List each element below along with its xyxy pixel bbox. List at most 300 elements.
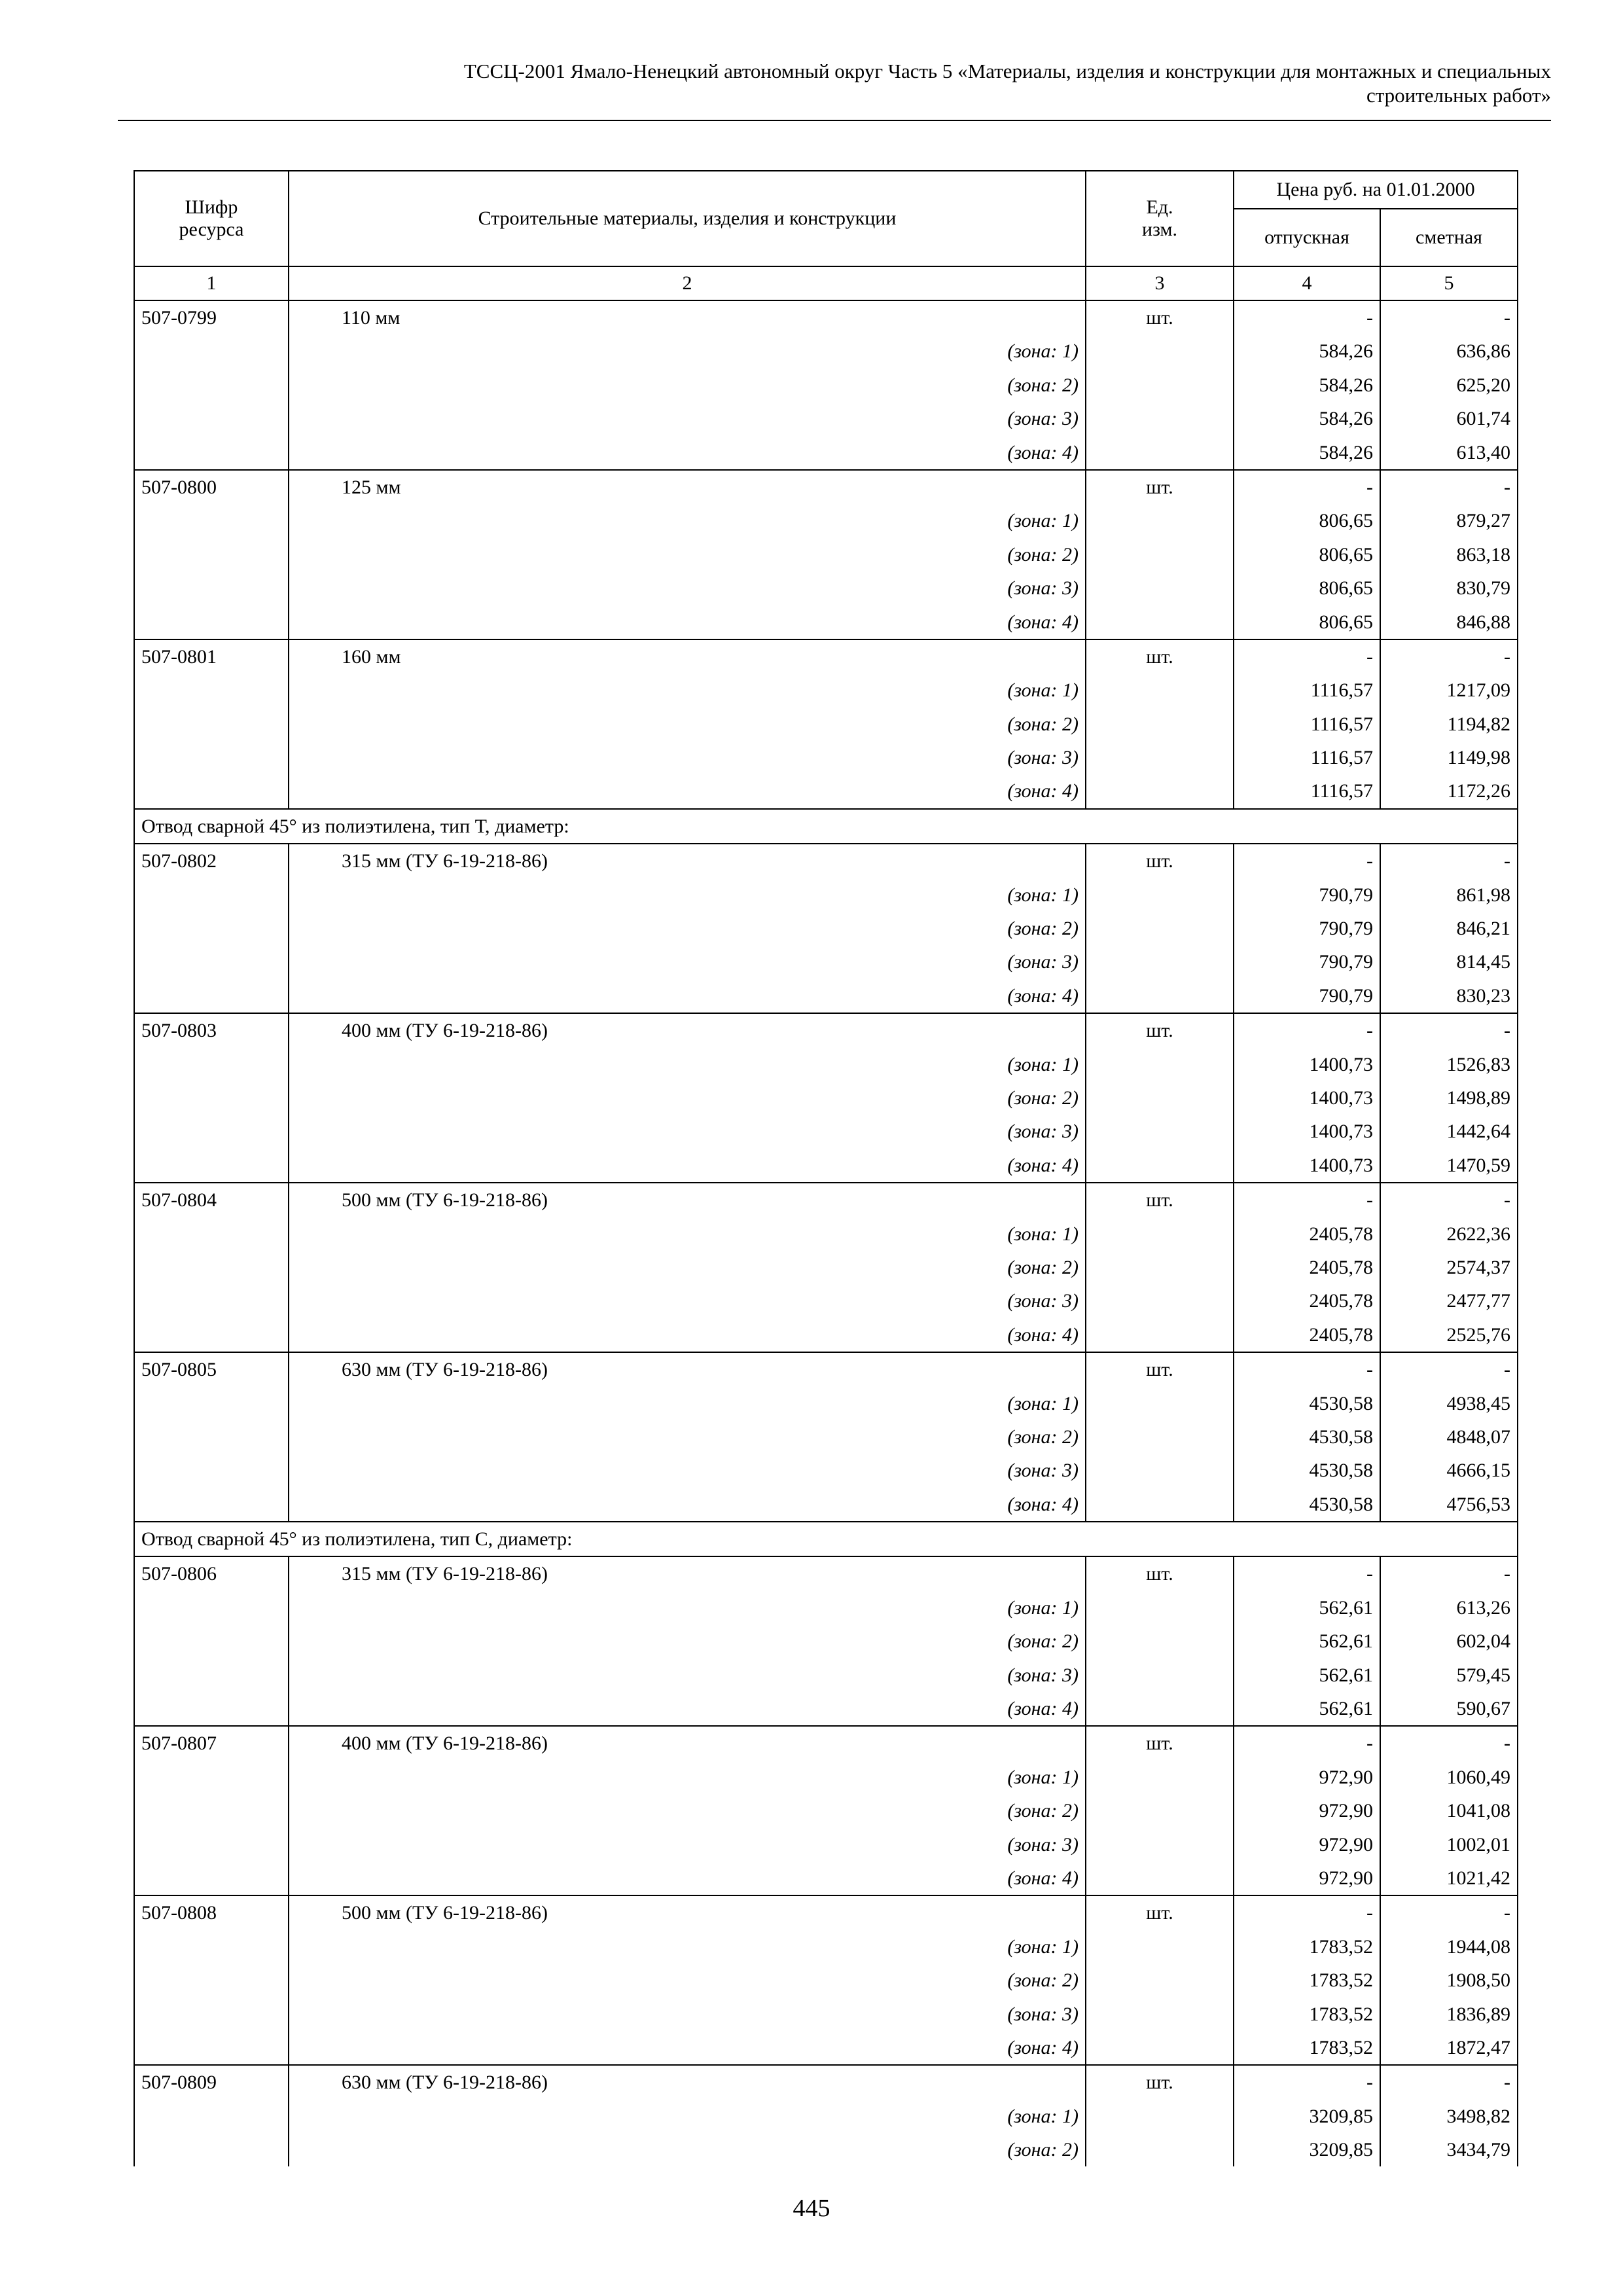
zone-label: (зона: 1) xyxy=(289,1930,1086,1964)
zone-label: (зона: 4) xyxy=(289,436,1086,470)
zone-label: (зона: 3) xyxy=(289,1284,1086,1318)
empty-cell xyxy=(1086,1115,1234,1148)
zone-row xyxy=(134,1217,1518,1251)
estimate-price: 879,27 xyxy=(1380,504,1518,537)
release-price: 3209,85 xyxy=(1234,2133,1380,2166)
empty-cell xyxy=(1086,2133,1234,2166)
estimate-price: 613,26 xyxy=(1380,1591,1518,1624)
empty-cell xyxy=(134,402,289,435)
zone-label: (зона: 2) xyxy=(289,1624,1086,1658)
empty-cell xyxy=(1086,979,1234,1013)
estimate-price: 601,74 xyxy=(1380,402,1518,435)
zone-label: (зона: 2) xyxy=(289,1794,1086,1827)
empty-cell xyxy=(134,673,289,707)
zone-label: (зона: 4) xyxy=(289,605,1086,639)
empty-cell xyxy=(1086,1149,1234,1183)
estimate-price: 4938,45 xyxy=(1380,1387,1518,1420)
release-price: - xyxy=(1234,300,1380,334)
table-row xyxy=(134,1895,1518,1929)
header-title-line2: строительных работ» xyxy=(1366,84,1551,107)
empty-cell xyxy=(134,2031,289,2065)
zone-label: (зона: 2) xyxy=(289,2133,1086,2166)
resource-code: 507-0799 xyxy=(134,300,289,334)
material-name: 160 мм xyxy=(289,639,1086,673)
estimate-price: 602,04 xyxy=(1380,1624,1518,1658)
column-number-row xyxy=(134,266,1518,300)
empty-cell xyxy=(134,1624,289,1658)
material-name: 125 мм xyxy=(289,470,1086,504)
zone-label: (зона: 4) xyxy=(289,2031,1086,2065)
empty-cell xyxy=(134,1964,289,1997)
empty-cell xyxy=(1086,2100,1234,2133)
release-price: 790,79 xyxy=(1234,878,1380,912)
zone-label: (зона: 4) xyxy=(289,979,1086,1013)
price-table xyxy=(134,170,1518,2166)
material-name: 500 мм (ТУ 6-19-218-86) xyxy=(289,1895,1086,1929)
release-price: 584,26 xyxy=(1234,368,1380,402)
release-price: 806,65 xyxy=(1234,571,1380,605)
empty-cell xyxy=(1086,1251,1234,1284)
zone-row xyxy=(134,878,1518,912)
estimate-price: 579,45 xyxy=(1380,1659,1518,1692)
zone-row xyxy=(134,1692,1518,1726)
zone-label: (зона: 1) xyxy=(289,334,1086,368)
resource-code: 507-0804 xyxy=(134,1183,289,1217)
estimate-price: - xyxy=(1380,1183,1518,1217)
empty-cell xyxy=(134,436,289,470)
resource-code: 507-0802 xyxy=(134,844,289,878)
estimate-price: 1442,64 xyxy=(1380,1115,1518,1148)
zone-label: (зона: 4) xyxy=(289,1692,1086,1726)
release-price: 972,90 xyxy=(1234,1794,1380,1827)
empty-cell xyxy=(1086,1454,1234,1487)
zone-label: (зона: 2) xyxy=(289,1420,1086,1454)
zone-row xyxy=(134,1251,1518,1284)
release-price: - xyxy=(1234,1895,1380,1929)
material-name: 630 мм (ТУ 6-19-218-86) xyxy=(289,1352,1086,1386)
release-price: 4530,58 xyxy=(1234,1420,1380,1454)
empty-cell xyxy=(1086,1048,1234,1081)
zone-label: (зона: 3) xyxy=(289,1998,1086,2031)
empty-cell xyxy=(134,1861,289,1895)
zone-label: (зона: 1) xyxy=(289,1387,1086,1420)
zone-label: (зона: 3) xyxy=(289,1115,1086,1148)
header-code-line1: Шифр xyxy=(185,196,238,218)
table-row xyxy=(134,639,1518,673)
table-row xyxy=(134,300,1518,334)
empty-cell xyxy=(134,571,289,605)
empty-cell xyxy=(134,1149,289,1183)
estimate-price: 1041,08 xyxy=(1380,1794,1518,1827)
release-price: 1783,52 xyxy=(1234,2031,1380,2065)
release-price: 972,90 xyxy=(1234,1861,1380,1895)
zone-row xyxy=(134,1115,1518,1148)
release-price: 806,65 xyxy=(1234,605,1380,639)
empty-cell xyxy=(1086,1624,1234,1658)
empty-cell xyxy=(1086,1318,1234,1352)
zone-row xyxy=(134,1930,1518,1964)
zone-row xyxy=(134,368,1518,402)
empty-cell xyxy=(134,1081,289,1115)
zone-row xyxy=(134,1794,1518,1827)
empty-cell xyxy=(1086,1998,1234,2031)
table-row xyxy=(134,1726,1518,1760)
empty-cell xyxy=(134,708,289,741)
empty-cell xyxy=(1086,368,1234,402)
unit-cell: шт. xyxy=(1086,470,1234,504)
zone-label: (зона: 3) xyxy=(289,1828,1086,1861)
empty-cell xyxy=(1086,1488,1234,1522)
table-body xyxy=(134,300,1518,2166)
header-title-line1: ТССЦ-2001 Ямало-Ненецкий автономный округ Часть 5 «Материалы, изделия и конструкции для монтажных и специальных xyxy=(463,60,1551,82)
empty-cell xyxy=(1086,1387,1234,1420)
zone-row xyxy=(134,334,1518,368)
header-name: Строительные материалы, изделия и конструкции xyxy=(289,171,1086,266)
zone-label: (зона: 3) xyxy=(289,571,1086,605)
release-price: 584,26 xyxy=(1234,402,1380,435)
zone-row xyxy=(134,945,1518,978)
group-heading-row xyxy=(134,809,1518,844)
header-release-price: отпускная xyxy=(1234,209,1380,266)
zone-row xyxy=(134,774,1518,808)
release-price: 790,79 xyxy=(1234,945,1380,978)
empty-cell xyxy=(1086,912,1234,945)
table-row xyxy=(134,1352,1518,1386)
header-unit-line1: Ед. xyxy=(1146,196,1173,218)
zone-label: (зона: 3) xyxy=(289,945,1086,978)
empty-cell xyxy=(134,912,289,945)
empty-cell xyxy=(134,1692,289,1726)
release-price: 562,61 xyxy=(1234,1659,1380,1692)
estimate-price: 1172,26 xyxy=(1380,774,1518,808)
empty-cell xyxy=(134,1659,289,1692)
unit-cell: шт. xyxy=(1086,844,1234,878)
estimate-price: 636,86 xyxy=(1380,334,1518,368)
release-price: 1400,73 xyxy=(1234,1048,1380,1081)
zone-row xyxy=(134,436,1518,470)
release-price: - xyxy=(1234,639,1380,673)
empty-cell xyxy=(134,1251,289,1284)
release-price: 4530,58 xyxy=(1234,1454,1380,1487)
release-price: 1116,57 xyxy=(1234,708,1380,741)
empty-cell xyxy=(1086,708,1234,741)
zone-label: (зона: 1) xyxy=(289,2100,1086,2133)
release-price: 1783,52 xyxy=(1234,1964,1380,1997)
empty-cell xyxy=(1086,774,1234,808)
zone-row xyxy=(134,2031,1518,2065)
empty-cell xyxy=(1086,1930,1234,1964)
resource-code: 507-0809 xyxy=(134,2065,289,2099)
estimate-price: - xyxy=(1380,1013,1518,1047)
empty-cell xyxy=(1086,605,1234,639)
unit-cell: шт. xyxy=(1086,1556,1234,1590)
empty-cell xyxy=(134,1591,289,1624)
release-price: 584,26 xyxy=(1234,334,1380,368)
zone-label: (зона: 4) xyxy=(289,774,1086,808)
zone-label: (зона: 2) xyxy=(289,708,1086,741)
empty-cell xyxy=(134,1284,289,1318)
group-title: Отвод сварной 45° из полиэтилена, тип С, диаметр: xyxy=(134,1522,1518,1556)
zone-row xyxy=(134,1420,1518,1454)
release-price: 1400,73 xyxy=(1234,1115,1380,1148)
estimate-price: 861,98 xyxy=(1380,878,1518,912)
empty-cell xyxy=(1086,1659,1234,1692)
material-name: 500 мм (ТУ 6-19-218-86) xyxy=(289,1183,1086,1217)
zone-label: (зона: 2) xyxy=(289,1081,1086,1115)
zone-row xyxy=(134,571,1518,605)
estimate-price: 2574,37 xyxy=(1380,1251,1518,1284)
estimate-price: 1060,49 xyxy=(1380,1761,1518,1794)
unit-cell: шт. xyxy=(1086,2065,1234,2099)
empty-cell xyxy=(1086,1828,1234,1861)
table-row xyxy=(134,1013,1518,1047)
empty-cell xyxy=(1086,1794,1234,1827)
release-price: 562,61 xyxy=(1234,1591,1380,1624)
material-name: 315 мм (ТУ 6-19-218-86) xyxy=(289,1556,1086,1590)
empty-cell xyxy=(134,1387,289,1420)
estimate-price: - xyxy=(1380,1726,1518,1760)
estimate-price: 1470,59 xyxy=(1380,1149,1518,1183)
empty-cell xyxy=(1086,504,1234,537)
material-name: 110 мм xyxy=(289,300,1086,334)
header-unit-line2: изм. xyxy=(1142,219,1177,240)
zone-label: (зона: 2) xyxy=(289,368,1086,402)
zone-label: (зона: 4) xyxy=(289,1318,1086,1352)
estimate-price: 1872,47 xyxy=(1380,2031,1518,2065)
table-row xyxy=(134,2065,1518,2099)
estimate-price: - xyxy=(1380,300,1518,334)
release-price: 3209,85 xyxy=(1234,2100,1380,2133)
zone-row xyxy=(134,979,1518,1013)
release-price: 972,90 xyxy=(1234,1761,1380,1794)
header-code-line2: ресурса xyxy=(179,219,244,240)
zone-row xyxy=(134,1624,1518,1658)
empty-cell xyxy=(1086,1861,1234,1895)
zone-label: (зона: 1) xyxy=(289,1761,1086,1794)
zone-label: (зона: 1) xyxy=(289,1591,1086,1624)
estimate-price: 846,21 xyxy=(1380,912,1518,945)
empty-cell xyxy=(134,1318,289,1352)
unit-cell: шт. xyxy=(1086,1726,1234,1760)
zone-label: (зона: 1) xyxy=(289,878,1086,912)
release-price: - xyxy=(1234,844,1380,878)
zone-label: (зона: 2) xyxy=(289,538,1086,571)
release-price: 972,90 xyxy=(1234,1828,1380,1861)
estimate-price: 1149,98 xyxy=(1380,741,1518,774)
estimate-price: 1908,50 xyxy=(1380,1964,1518,1997)
zone-row xyxy=(134,504,1518,537)
empty-cell xyxy=(134,2100,289,2133)
estimate-price: 1217,09 xyxy=(1380,673,1518,707)
estimate-price: 3434,79 xyxy=(1380,2133,1518,2166)
column-number: 1 xyxy=(134,266,289,300)
resource-code: 507-0807 xyxy=(134,1726,289,1760)
empty-cell xyxy=(1086,1964,1234,1997)
release-price: - xyxy=(1234,1352,1380,1386)
release-price: 1116,57 xyxy=(1234,673,1380,707)
resource-code: 507-0805 xyxy=(134,1352,289,1386)
empty-cell xyxy=(1086,945,1234,978)
estimate-price: 2525,76 xyxy=(1380,1318,1518,1352)
table-row xyxy=(134,1556,1518,1590)
empty-cell xyxy=(134,774,289,808)
empty-cell xyxy=(134,979,289,1013)
empty-cell xyxy=(134,1828,289,1861)
empty-cell xyxy=(134,2133,289,2166)
estimate-price: 1021,42 xyxy=(1380,1861,1518,1895)
empty-cell xyxy=(134,504,289,537)
empty-cell xyxy=(134,1488,289,1522)
group-title: Отвод сварной 45° из полиэтилена, тип Т, диаметр: xyxy=(134,809,1518,844)
column-number: 5 xyxy=(1380,266,1518,300)
zone-row xyxy=(134,741,1518,774)
group-heading-row xyxy=(134,1522,1518,1556)
empty-cell xyxy=(1086,1761,1234,1794)
estimate-price: 2622,36 xyxy=(1380,1217,1518,1251)
release-price: - xyxy=(1234,1556,1380,1590)
empty-cell xyxy=(1086,741,1234,774)
zone-row xyxy=(134,1048,1518,1081)
release-price: - xyxy=(1234,1013,1380,1047)
page-header xyxy=(118,59,1551,107)
estimate-price: 1498,89 xyxy=(1380,1081,1518,1115)
zone-row xyxy=(134,1488,1518,1522)
zone-label: (зона: 1) xyxy=(289,1217,1086,1251)
estimate-price: 1944,08 xyxy=(1380,1930,1518,1964)
estimate-price: 2477,77 xyxy=(1380,1284,1518,1318)
release-price: 1116,57 xyxy=(1234,741,1380,774)
estimate-price: 830,79 xyxy=(1380,571,1518,605)
resource-code: 507-0800 xyxy=(134,470,289,504)
empty-cell xyxy=(1086,2031,1234,2065)
empty-cell xyxy=(134,1794,289,1827)
estimate-price: 613,40 xyxy=(1380,436,1518,470)
zone-label: (зона: 1) xyxy=(289,1048,1086,1081)
empty-cell xyxy=(134,741,289,774)
header-price: Цена руб. на 01.01.2000 xyxy=(1234,171,1518,209)
empty-cell xyxy=(134,945,289,978)
empty-cell xyxy=(1086,1591,1234,1624)
estimate-price: - xyxy=(1380,2065,1518,2099)
estimate-price: 625,20 xyxy=(1380,368,1518,402)
zone-label: (зона: 3) xyxy=(289,1454,1086,1487)
empty-cell xyxy=(134,1420,289,1454)
empty-cell xyxy=(1086,436,1234,470)
empty-cell xyxy=(1086,878,1234,912)
release-price: 806,65 xyxy=(1234,538,1380,571)
zone-row xyxy=(134,1081,1518,1115)
empty-cell xyxy=(134,878,289,912)
estimate-price: - xyxy=(1380,470,1518,504)
empty-cell xyxy=(134,1998,289,2031)
estimate-price: 1194,82 xyxy=(1380,708,1518,741)
release-price: 1400,73 xyxy=(1234,1149,1380,1183)
estimate-price: 1526,83 xyxy=(1380,1048,1518,1081)
release-price: 1783,52 xyxy=(1234,1998,1380,2031)
zone-row xyxy=(134,1284,1518,1318)
empty-cell xyxy=(1086,571,1234,605)
release-price: - xyxy=(1234,1183,1380,1217)
resource-code: 507-0803 xyxy=(134,1013,289,1047)
header-divider xyxy=(118,120,1551,121)
empty-cell xyxy=(134,538,289,571)
material-name: 630 мм (ТУ 6-19-218-86) xyxy=(289,2065,1086,2099)
header-estimate-price: сметная xyxy=(1380,209,1518,266)
release-price: 584,26 xyxy=(1234,436,1380,470)
zone-row xyxy=(134,2100,1518,2133)
empty-cell xyxy=(134,368,289,402)
estimate-price: - xyxy=(1380,639,1518,673)
estimate-price: 846,88 xyxy=(1380,605,1518,639)
zone-label: (зона: 1) xyxy=(289,673,1086,707)
estimate-price: 814,45 xyxy=(1380,945,1518,978)
empty-cell xyxy=(1086,1692,1234,1726)
release-price: 562,61 xyxy=(1234,1624,1380,1658)
empty-cell xyxy=(1086,1217,1234,1251)
zone-row xyxy=(134,402,1518,435)
resource-code: 507-0808 xyxy=(134,1895,289,1929)
unit-cell: шт. xyxy=(1086,639,1234,673)
zone-label: (зона: 4) xyxy=(289,1149,1086,1183)
zone-label: (зона: 4) xyxy=(289,1861,1086,1895)
unit-cell: шт. xyxy=(1086,1352,1234,1386)
zone-label: (зона: 2) xyxy=(289,912,1086,945)
empty-cell xyxy=(1086,1420,1234,1454)
release-price: 2405,78 xyxy=(1234,1251,1380,1284)
estimate-price: 863,18 xyxy=(1380,538,1518,571)
empty-cell xyxy=(134,1761,289,1794)
unit-cell: шт. xyxy=(1086,1183,1234,1217)
empty-cell xyxy=(134,334,289,368)
estimate-price: 1836,89 xyxy=(1380,1998,1518,2031)
release-price: 1116,57 xyxy=(1234,774,1380,808)
estimate-price: 830,23 xyxy=(1380,979,1518,1013)
zone-row xyxy=(134,673,1518,707)
empty-cell xyxy=(1086,1284,1234,1318)
zone-row xyxy=(134,912,1518,945)
zone-row xyxy=(134,605,1518,639)
zone-row xyxy=(134,1149,1518,1183)
zone-row xyxy=(134,708,1518,741)
unit-cell: шт. xyxy=(1086,1895,1234,1929)
zone-label: (зона: 1) xyxy=(289,504,1086,537)
release-price: - xyxy=(1234,2065,1380,2099)
release-price: 4530,58 xyxy=(1234,1488,1380,1522)
column-number: 3 xyxy=(1086,266,1234,300)
header-code xyxy=(134,171,289,266)
material-name: 315 мм (ТУ 6-19-218-86) xyxy=(289,844,1086,878)
estimate-price: 4756,53 xyxy=(1380,1488,1518,1522)
material-name: 400 мм (ТУ 6-19-218-86) xyxy=(289,1013,1086,1047)
release-price: - xyxy=(1234,1726,1380,1760)
table-row xyxy=(134,470,1518,504)
zone-row xyxy=(134,538,1518,571)
empty-cell xyxy=(134,1454,289,1487)
estimate-price: 590,67 xyxy=(1380,1692,1518,1726)
empty-cell xyxy=(1086,673,1234,707)
zone-row xyxy=(134,1454,1518,1487)
release-price: 1783,52 xyxy=(1234,1930,1380,1964)
release-price: 1400,73 xyxy=(1234,1081,1380,1115)
resource-code: 507-0806 xyxy=(134,1556,289,1590)
estimate-price: - xyxy=(1380,1556,1518,1590)
release-price: 806,65 xyxy=(1234,504,1380,537)
zone-row xyxy=(134,1998,1518,2031)
material-name: 400 мм (ТУ 6-19-218-86) xyxy=(289,1726,1086,1760)
release-price: 790,79 xyxy=(1234,979,1380,1013)
zone-row xyxy=(134,1318,1518,1352)
zone-label: (зона: 3) xyxy=(289,741,1086,774)
